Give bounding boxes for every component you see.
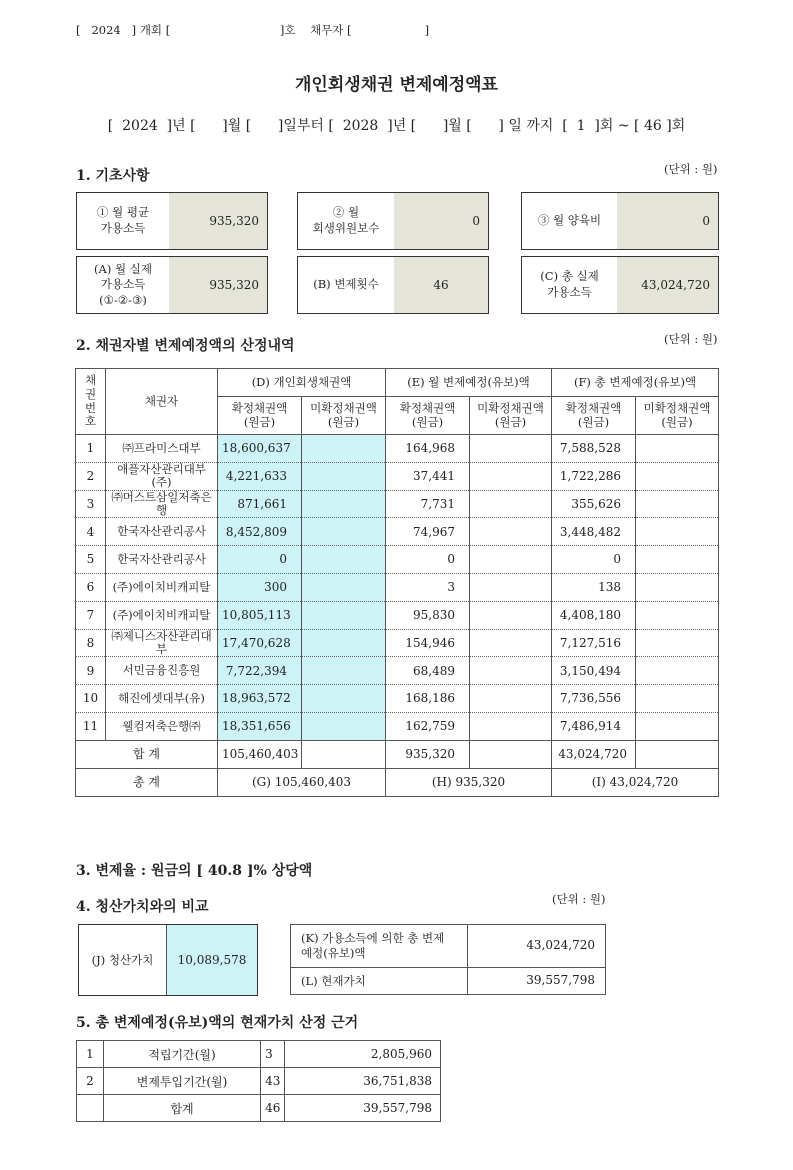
boxB-value: 46: [394, 257, 488, 313]
monthly-payment: 3: [386, 573, 470, 601]
section4-heading: 4. 청산가치와의 비교: [76, 899, 209, 915]
section5-heading: 5. 총 변제예정(유보)액의 현재가치 산정 근거: [76, 1015, 359, 1031]
sum-f: 43,024,720: [552, 740, 636, 768]
box-total-actual-income: [521, 256, 719, 314]
pv-total-amount: 39,557,798: [285, 1095, 441, 1122]
unfixed-claim-amount: [302, 518, 386, 546]
monthly-unfixed: [470, 657, 552, 685]
creditor-name: ㈜프라미스대부: [106, 435, 218, 463]
monthly-payment: 7,731: [386, 490, 470, 518]
sum-e: 935,320: [386, 740, 470, 768]
table-row: [76, 462, 719, 490]
creditor-name: 한국자산관리공사: [106, 518, 218, 546]
section1-heading: 1. 기초사항: [76, 168, 150, 184]
table-row: [76, 546, 719, 574]
creditor-no: 4: [76, 518, 106, 546]
creditor-name: 애플자산관리대부 (주): [106, 462, 218, 490]
col-header-no: 채권 번호: [76, 369, 106, 435]
box-payment-count: [297, 256, 489, 314]
payment-period: [ 2024 ]년 [ ]월 [ ]일부터 [ 2028 ]년 [ ]월 [ ] 일 까지 [ 1 ]회 ~ [ 46 ]회: [107, 118, 686, 134]
pv-row-no: 2: [77, 1068, 104, 1095]
sub-header-unfixed: 미확정채권액 (원금): [636, 397, 719, 435]
sub-header-unfixed: 미확정채권액 (원금): [302, 397, 386, 435]
creditor-name: (주)에이치비캐피탈: [106, 573, 218, 601]
table-row: [76, 490, 719, 518]
total-i: (I) 43,024,720: [552, 768, 719, 796]
fixed-claim-amount: 18,963,572: [218, 685, 302, 713]
sum-d: 105,460,403: [218, 740, 302, 768]
monthly-payment: 0: [386, 546, 470, 574]
l-value: 39,557,798: [468, 968, 606, 995]
section2-heading: 2. 채권자별 변제예정액의 산정내역: [76, 338, 295, 354]
pv-row-amount: 2,805,960: [285, 1041, 441, 1068]
total-payment: 7,588,528: [552, 435, 636, 463]
total-label: 총 계: [76, 768, 218, 796]
unfixed-claim-amount: [302, 490, 386, 518]
monthly-unfixed: [470, 462, 552, 490]
creditor-no: 9: [76, 657, 106, 685]
boxC-label: (C) 총 실제 가용소득: [540, 269, 599, 299]
unfixed-claim-amount: [302, 573, 386, 601]
monthly-unfixed: [470, 712, 552, 740]
box1-value: 935,320: [169, 193, 267, 249]
box2-label: ② 월 회생위원보수: [312, 205, 380, 235]
pv-row-label: 변제투입기간(월): [103, 1068, 260, 1095]
creditor-no: 6: [76, 573, 106, 601]
monthly-unfixed: [470, 490, 552, 518]
total-payment: 355,626: [552, 490, 636, 518]
unfixed-claim-amount: [302, 712, 386, 740]
total-unfixed: [636, 546, 719, 574]
box-monthly-avg-income: [76, 192, 268, 250]
total-payment: 7,486,914: [552, 712, 636, 740]
total-payment: 3,448,482: [552, 518, 636, 546]
l-label: (L) 현재가치: [291, 968, 468, 995]
monthly-unfixed: [470, 573, 552, 601]
box3-label: ③ 월 양육비: [537, 213, 602, 228]
table-row: [76, 601, 719, 629]
unfixed-claim-amount: [302, 435, 386, 463]
group-header-d: (D) 개인회생채권액: [218, 369, 386, 397]
total-payment: 7,736,556: [552, 685, 636, 713]
creditor-name: ㈜머스트삼일저축은 행: [106, 490, 218, 518]
fixed-claim-amount: 300: [218, 573, 302, 601]
page-title: 개인회생채권 변제예정액표: [295, 75, 498, 95]
fixed-claim-amount: 17,470,628: [218, 629, 302, 657]
unfixed-claim-amount: [302, 601, 386, 629]
group-header-f: (F) 총 변제예정(유보)액: [552, 369, 719, 397]
pv-total-label: 합계: [103, 1095, 260, 1122]
k-value: 43,024,720: [468, 925, 606, 968]
total-unfixed: [636, 629, 719, 657]
creditor-name: 한국자산관리공사: [106, 546, 218, 574]
pv-row-amount: 36,751,838: [285, 1068, 441, 1095]
boxB-label: (B) 변제횟수: [313, 277, 379, 292]
pv-row-no: 1: [77, 1041, 104, 1068]
total-payment: 7,127,516: [552, 629, 636, 657]
total-payment: 0: [552, 546, 636, 574]
table-row: [77, 1041, 441, 1068]
table-row: [76, 712, 719, 740]
creditor-name: (주)에이치비캐피탈: [106, 601, 218, 629]
fixed-claim-amount: 871,661: [218, 490, 302, 518]
monthly-payment: 164,968: [386, 435, 470, 463]
monthly-unfixed: [470, 601, 552, 629]
j-label: (J) 청산가치: [79, 925, 167, 995]
pv-row-months: 3: [261, 1041, 285, 1068]
total-payment: 1,722,286: [552, 462, 636, 490]
fixed-claim-amount: 8,452,809: [218, 518, 302, 546]
box1-label: ① 월 평균 가용소득: [96, 205, 150, 235]
monthly-payment: 162,759: [386, 712, 470, 740]
boxA-label: (A) 월 실제 가용소득 (①-②-③): [94, 261, 152, 307]
monthly-unfixed: [470, 629, 552, 657]
table-row: [76, 685, 719, 713]
col-header-creditor: 채권자: [106, 369, 218, 435]
creditor-name: 서민금융진흥원: [106, 657, 218, 685]
box-actual-income: [76, 256, 268, 314]
section1-unit: (단위 : 원): [664, 162, 718, 176]
monthly-payment: 68,489: [386, 657, 470, 685]
total-unfixed: [636, 490, 719, 518]
fixed-claim-amount: 7,722,394: [218, 657, 302, 685]
box-child-support: [521, 192, 719, 250]
table-row: [76, 518, 719, 546]
section4-unit: (단위 : 원): [552, 892, 606, 906]
creditor-name: ㈜제니스자산관리대 부: [106, 629, 218, 657]
pv-row-months: 43: [261, 1068, 285, 1095]
total-unfixed: [636, 518, 719, 546]
boxA-value: 935,320: [169, 257, 267, 313]
group-header-e: (E) 월 변제예정(유보)액: [386, 369, 552, 397]
fixed-claim-amount: 0: [218, 546, 302, 574]
present-value-table: [76, 1040, 441, 1122]
total-unfixed: [636, 712, 719, 740]
sub-header-fixed: 확정채권액 (원금): [218, 397, 302, 435]
total-g: (G) 105,460,403: [218, 768, 386, 796]
total-payment: 138: [552, 573, 636, 601]
monthly-payment: 74,967: [386, 518, 470, 546]
table-row: [77, 1068, 441, 1095]
monthly-unfixed: [470, 685, 552, 713]
fixed-claim-amount: 10,805,113: [218, 601, 302, 629]
total-unfixed: [636, 462, 719, 490]
monthly-payment: 168,186: [386, 685, 470, 713]
monthly-payment: 154,946: [386, 629, 470, 657]
total-payment: 3,150,494: [552, 657, 636, 685]
creditor-no: 5: [76, 546, 106, 574]
box2-value: 0: [394, 193, 488, 249]
creditor-no: 10: [76, 685, 106, 713]
section3-heading: 3. 변제율 : 원금의 [ 40.8 ]% 상당액: [76, 863, 313, 879]
table-row: [76, 657, 719, 685]
sub-header-unfixed: 미확정채권액 (원금): [470, 397, 552, 435]
sub-header-fixed: 확정채권액 (원금): [552, 397, 636, 435]
k-label: (K) 가용소득에 의한 총 변제 예정(유보)액: [291, 925, 468, 968]
creditor-no: 2: [76, 462, 106, 490]
j-value: 10,089,578: [167, 925, 257, 995]
boxC-value: 43,024,720: [617, 257, 718, 313]
monthly-unfixed: [470, 546, 552, 574]
sum-label: 합 계: [76, 740, 218, 768]
unfixed-claim-amount: [302, 629, 386, 657]
sub-header-fixed: 확정채권액 (원금): [386, 397, 470, 435]
creditor-name: 웰컴저축은행㈜: [106, 712, 218, 740]
creditor-no: 7: [76, 601, 106, 629]
creditor-name: 해진에셋대부(유): [106, 685, 218, 713]
monthly-unfixed: [470, 518, 552, 546]
unfixed-claim-amount: [302, 657, 386, 685]
case-number-line: [ 2024 ] 개회 [ ]호 채무자 [ ]: [76, 23, 430, 37]
unfixed-claim-amount: [302, 462, 386, 490]
pv-row-label: 적립기간(월): [103, 1041, 260, 1068]
creditor-no: 11: [76, 712, 106, 740]
liquidation-value-box: [78, 924, 258, 996]
creditor-table: [75, 368, 719, 797]
creditor-no: 1: [76, 435, 106, 463]
total-payment: 4,408,180: [552, 601, 636, 629]
unfixed-claim-amount: [302, 546, 386, 574]
box-trustee-fee: [297, 192, 489, 250]
fixed-claim-amount: 18,351,656: [218, 712, 302, 740]
monthly-unfixed: [470, 435, 552, 463]
total-unfixed: [636, 685, 719, 713]
monthly-payment: 37,441: [386, 462, 470, 490]
box3-value: 0: [617, 193, 718, 249]
fixed-claim-amount: 18,600,637: [218, 435, 302, 463]
total-unfixed: [636, 657, 719, 685]
total-unfixed: [636, 435, 719, 463]
table-row: [76, 629, 719, 657]
creditor-no: 3: [76, 490, 106, 518]
unfixed-claim-amount: [302, 685, 386, 713]
table-row: [76, 435, 719, 463]
comparison-table: [290, 924, 606, 995]
section2-unit: (단위 : 원): [664, 332, 718, 346]
monthly-payment: 95,830: [386, 601, 470, 629]
total-h: (H) 935,320: [386, 768, 552, 796]
table-row: [76, 573, 719, 601]
total-unfixed: [636, 601, 719, 629]
fixed-claim-amount: 4,221,633: [218, 462, 302, 490]
pv-total-months: 46: [261, 1095, 285, 1122]
creditor-no: 8: [76, 629, 106, 657]
total-unfixed: [636, 573, 719, 601]
